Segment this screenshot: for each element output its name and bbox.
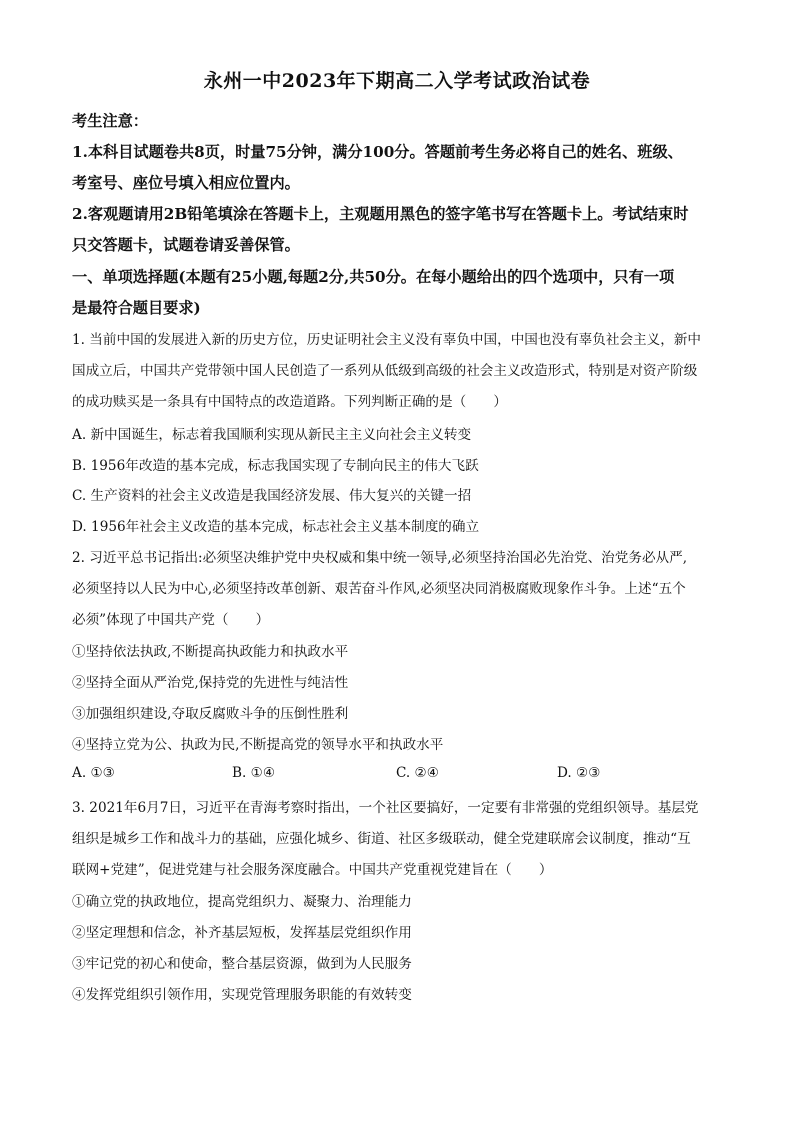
q2-choice-b: B. ①④ [232,765,276,781]
q3-stem: 组织是城乡工作和战斗力的基础，应强化城乡、街道、社区多级联动，健全党建联席会议制度，推动“互 [72,831,691,847]
q3-stem: 3. 2021年6月7日，习近平在青海考察时指出，一个社区要搞好，一定要有非常强的党组织领导。基层党 [72,800,699,816]
q2-stem: 必须”体现了中国共产党（ ） [72,612,270,628]
notice-line: 1.本科目试题卷共8页，时量75分钟，满分100分。答题前考生务必将自己的姓名、班级、 [72,143,683,161]
notice-heading: 考生注意： [72,112,148,130]
q2-item: ④坚持立党为公、执政为民,不断提高党的领导水平和执政水平 [72,737,444,753]
q3-item: ③牢记党的初心和使命，整合基层资源，做到为人民服务 [72,956,412,972]
notice-line: 只交答题卡，试题卷请妥善保管。 [72,236,300,254]
q1-stem: 1. 当前中国的发展进入新的历史方位，历史证明社会主义没有辜负中国，中国也没有辜负社会主义，新中 [72,332,702,348]
exam-title: 永州一中2023年下期高二入学考试政治试卷 [203,70,591,92]
q2-item: ②坚持全面从严治党,保持党的先进性与纯洁性 [72,675,349,691]
q1-option: D. 1956年社会主义改造的基本完成，标志社会主义基本制度的确立 [72,519,480,535]
q1-option: A. 新中国诞生，标志着我国顺利实现从新民主主义向社会主义转变 [72,427,472,443]
q3-stem: 联网+党建”，促进党建与社会服务深度融合。中国共产党重视党建旨在（ ） [72,862,553,878]
q1-option: B. 1956年改造的基本完成，标志我国实现了专制向民主的伟大飞跃 [72,458,479,474]
q3-item: ①确立党的执政地位，提高党组织力、凝聚力、治理能力 [72,894,412,910]
section-heading: 是最符合题目要求) [72,299,201,317]
section-heading: 一、单项选择题(本题有25小题,每题2分,共50分。在每小题给出的四个选项中，只有一项 [72,268,675,286]
q2-stem: 必须坚持以人民为中心,必须坚持改革创新、艰苦奋斗作风,必须坚决同消极腐败现象作斗争。上述“五个 [72,581,686,597]
q2-choice-d: D. ②③ [557,765,601,781]
notice-line: 考室号、座位号填入相应位置内。 [72,174,300,192]
q2-choice-c: C. ②④ [396,765,439,781]
q1-stem: 国成立后，中国共产党带领中国人民创造了一系列从低级到高级的社会主义改造形式，特别是对资产阶级 [72,363,698,379]
q2-item: ①坚持依法执政,不断提高执政能力和执政水平 [72,644,349,660]
q2-item: ③加强组织建设,夺取反腐败斗争的压倒性胜利 [72,706,349,722]
q2-choice-a: A. ①③ [72,765,115,781]
q3-item: ④发挥党组织引领作用，实现党管理服务职能的有效转变 [72,987,412,1003]
q1-stem: 的成功赎买是一条具有中国特点的改造道路。下列判断正确的是（ ） [72,394,507,410]
q3-item: ②坚定理想和信念，补齐基层短板，发挥基层党组织作用 [72,925,412,941]
q2-stem: 2. 习近平总书记指出:必须坚决维护党中央权威和集中统一领导,必须坚持治国必先治党、治党务必从严, [72,550,688,566]
q1-option: C. 生产资料的社会主义改造是我国经济发展、伟大复兴的关键一招 [72,488,472,504]
notice-line: 2.客观题请用2B铅笔填涂在答题卡上，主观题用黑色的签字笔书写在答题卡上。考试结束时 [72,205,689,223]
